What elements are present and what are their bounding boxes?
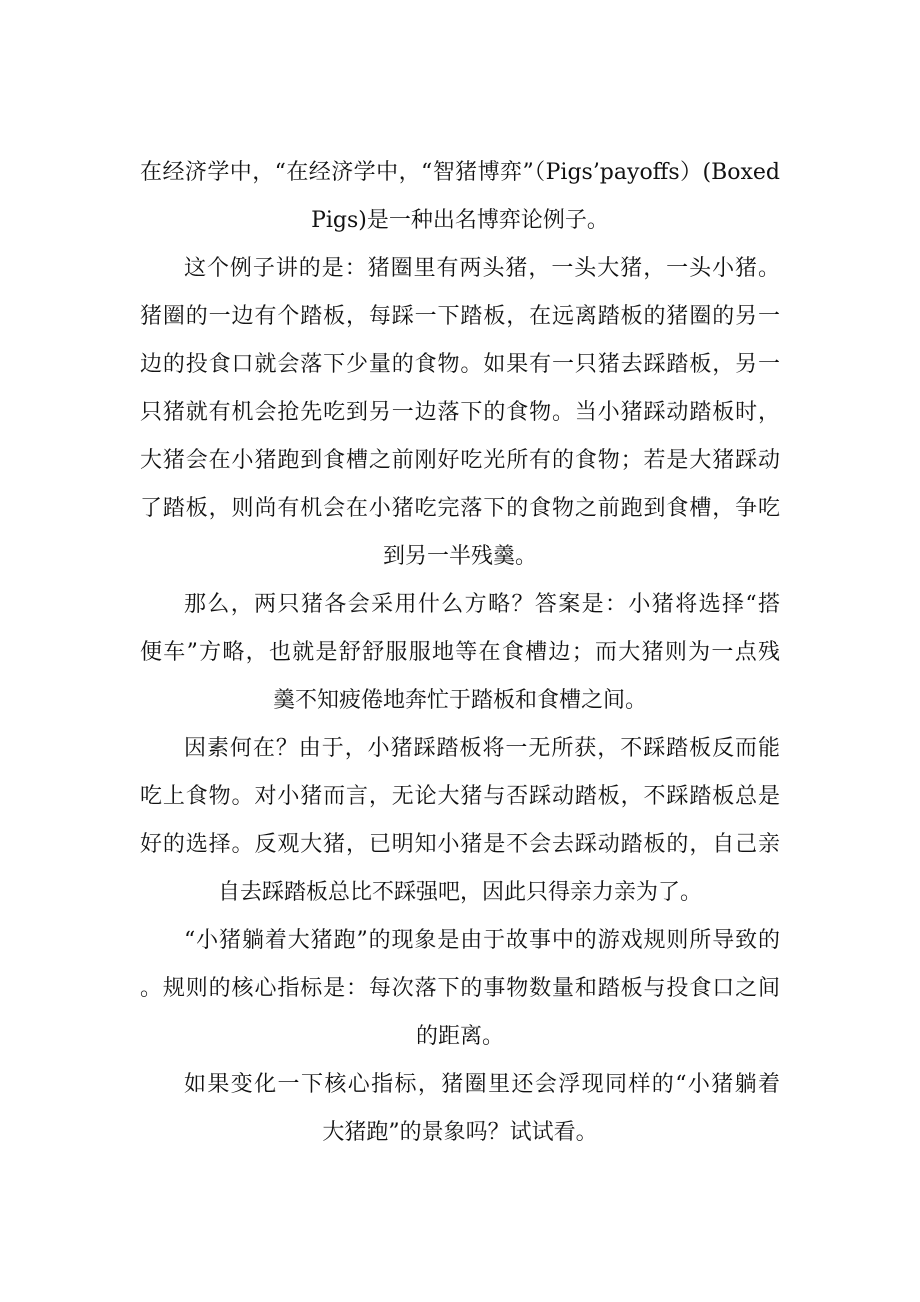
paragraph-4-line-4: 自去踩踏板总比不踩强吧，因此只得亲力亲为了。 (217, 880, 702, 905)
paragraph-5-line-1: “小猪躺着大猪跑”的现象是由于故事中的游戏规则所导致的 (184, 928, 780, 953)
paragraph-6-line-2: 大猪跑”的景象吗？试试看。 (322, 1120, 598, 1145)
paragraph-4-line-3: 好的选择。反观大猪，已明知小猪是不会去踩动踏板的，自己亲 (140, 832, 780, 857)
paragraph-2-line-4: 只猪就有机会抢先吃到另一边落下的食物。当小猪踩动踏板时， (140, 400, 780, 425)
paragraph-2-line-2: 猪圈的一边有个踏板，每踩一下踏板，在远离踏板的猪圈的另一 (140, 304, 780, 329)
paragraph-2-line-6: 了踏板，则尚有机会在小猪吃完落下的食物之前跑到食槽，争吃 (140, 496, 780, 521)
paragraph-5-line-2: 。规则的核心指标是：每次落下的事物数量和踏板与投食口之间 (140, 976, 780, 1001)
paragraph-2-line-7: 到另一半残羹。 (382, 544, 537, 569)
paragraph-4-line-1: 因素何在？由于，小猪踩踏板将一无所获，不踩踏板反而能 (184, 736, 780, 761)
paragraph-4-line-2: 吃上食物。对小猪而言，无论大猪与否踩动踏板，不踩踏板总是 (140, 784, 780, 809)
paragraph-3-line-2: 便车”方略，也就是舒舒服服地等在食槽边；而大猪则为一点残 (140, 640, 780, 665)
paragraph-5-line-3: 的距离。 (415, 1024, 504, 1049)
paragraph-6-line-1: 如果变化一下核心指标，猪圈里还会浮现同样的“小猪躺着 (184, 1072, 780, 1097)
paragraph-1-line-2: Pigs)是一种出名博弈论例子。 (311, 208, 609, 233)
paragraph-2-line-3: 边的投食口就会落下少量的食物。如果有一只猪去踩踏板，另一 (140, 352, 780, 377)
paragraph-2-line-5: 大猪会在小猪跑到食槽之前刚好吃光所有的食物；若是大猪踩动 (140, 448, 780, 473)
paragraph-3-line-3: 羹不知疲倦地奔忙于踏板和食槽之间。 (272, 688, 647, 713)
paragraph-2-line-1: 这个例子讲的是：猪圈里有两头猪，一头大猪，一头小猪。 (184, 256, 780, 281)
paragraph-1-line-1: 在经济学中，“在经济学中，“智猪博弈”（Pigs’payoffs）(Boxed (140, 160, 780, 185)
paragraph-3-line-1: 那么，两只猪各会采用什么方略？答案是：小猪将选择“搭 (184, 592, 780, 617)
